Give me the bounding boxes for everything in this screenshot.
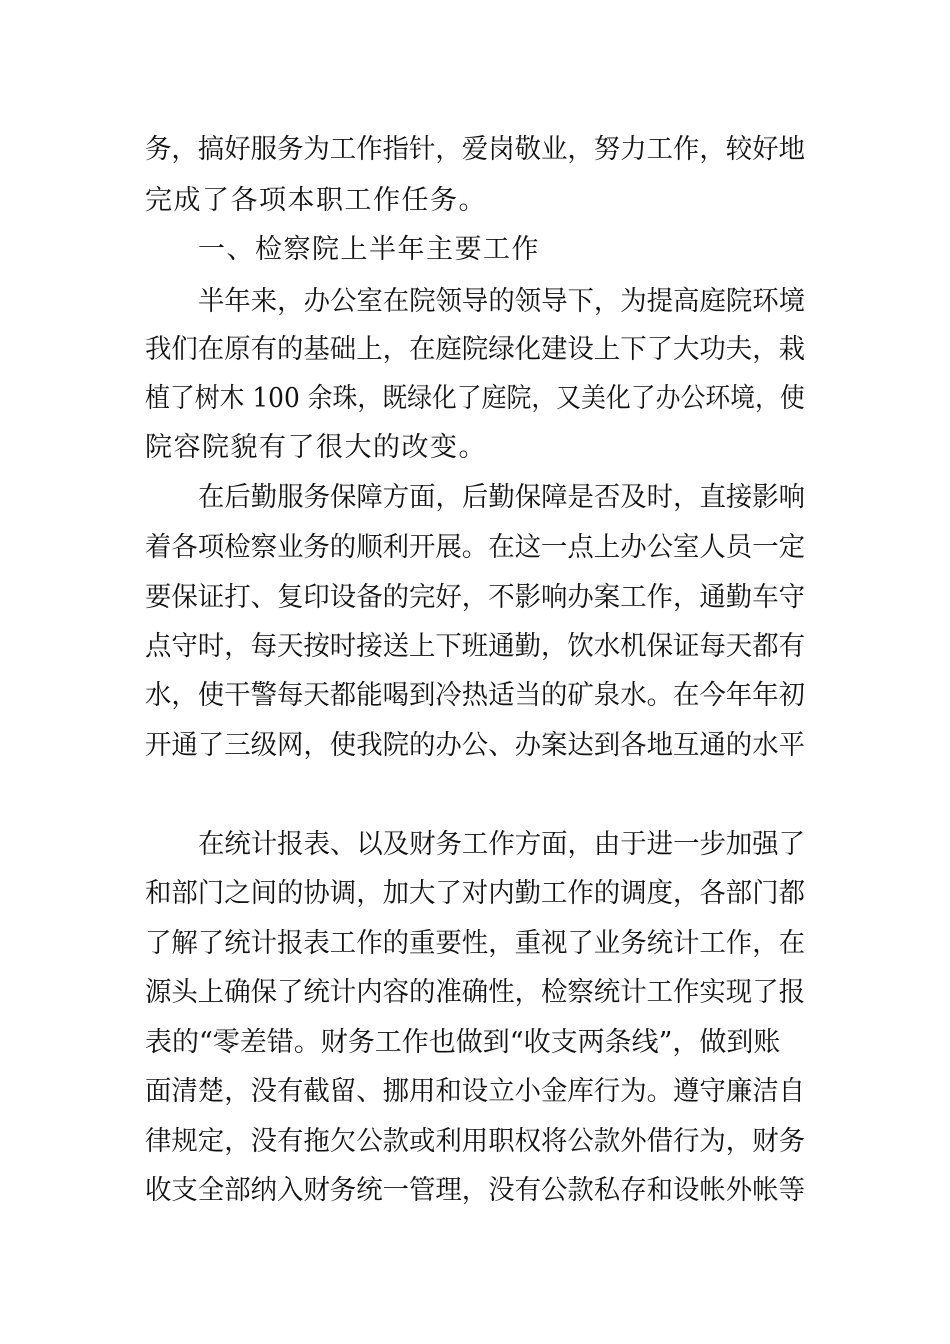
section-heading: 一、检察院上半年主要工作 [198, 234, 540, 265]
text-line: 和部门之间的协调，加大了对内勤工作的调度，各部门都 [145, 878, 806, 909]
text-line: 了解了统计报表工作的重要性，重视了业务统计工作，在 [145, 928, 806, 959]
text-line: 院容院貌有了很大的改变。 [145, 432, 487, 463]
text-line: 开通了三级网，使我院的办公、办案达到各地互通的水平 [145, 730, 806, 761]
paragraph-start: 在后勤服务保障方面，后勤保障是否及时，直接影响 [198, 482, 806, 513]
text-line: 面清楚，没有截留、挪用和设立小金库行为。遵守廉洁自 [145, 1076, 806, 1107]
text-line: 完成了各项本职工作任务。 [145, 185, 487, 216]
text-line: 务，搞好服务为工作指针，爱岗敬业，努力工作，较好地 [145, 134, 806, 165]
paragraph-start: 在统计报表、以及财务工作方面，由于进一步加强了 [198, 829, 806, 860]
paragraph-start: 半年来，办公室在院领导的领导下，为提高庭院环境 [198, 286, 806, 317]
text-line: 源头上确保了统计内容的准确性，检察统计工作实现了报 [145, 977, 806, 1008]
text-line: 植了树木 100 余珠，既绿化了庭院，又美化了办公环境，使 [145, 383, 805, 414]
text-line: 点守时，每天按时接送上下班通勤，饮水机保证每天都有 [145, 631, 806, 662]
text-line: 表的“零差错。财务工作也做到“收支两条线”，做到账 [145, 1027, 781, 1058]
text-line: 要保证打、复印设备的完好，不影响办案工作，通勤车守 [145, 582, 806, 613]
text-line: 水，使干警每天都能喝到冷热适当的矿泉水。在今年年初 [145, 680, 806, 711]
text-line: 收支全部纳入财务统一管理，没有公款私存和设帐外帐等 [145, 1175, 806, 1206]
text-line: 律规定，没有拖欠公款或利用职权将公款外借行为，财务 [145, 1126, 806, 1157]
text-line: 着各项检察业务的顺利开展。在这一点上办公室人员一定 [145, 532, 806, 563]
text-line: 我们在原有的基础上，在庭院绿化建设上下了大功夫，栽 [145, 334, 806, 365]
